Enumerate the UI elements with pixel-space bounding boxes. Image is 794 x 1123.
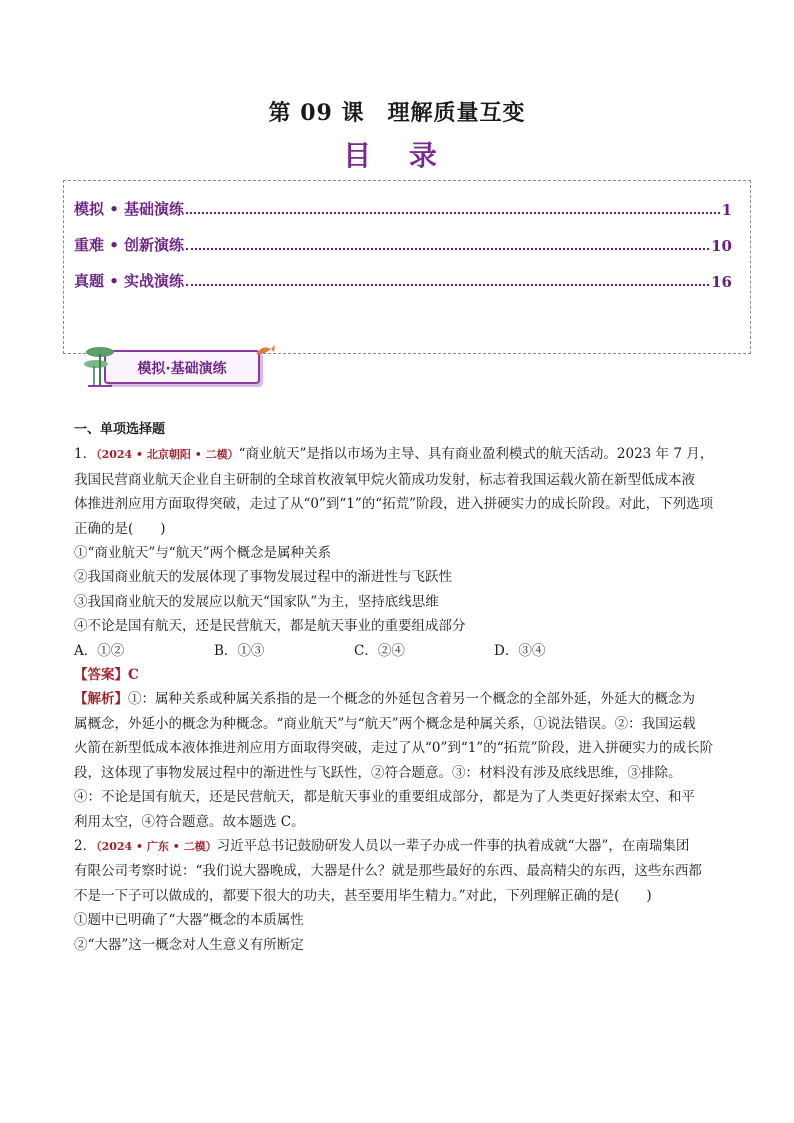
question-text: 有限公司考察时说：“我们说大器晚成，大器是什么？就是那些最好的东西、最高精尖的东西，这些东西都 [74, 863, 702, 880]
statement-item: ②我国商业航天的发展体现了事物发展过程中的渐进性与飞跃性 [74, 569, 452, 586]
answer-line [74, 663, 724, 687]
question-number: 2． [74, 837, 97, 854]
banner-plate [104, 350, 260, 384]
analysis-text: 火箭在新型低成本液体推进剂应用方面取得突破，走过了从“0”到“1”的“拓荒”阶段，进入拼硬实力的成长阶 [74, 740, 714, 757]
statement-item: ①题中已明确了“大器”概念的本质属性 [74, 912, 304, 929]
analysis-text: ①：属种关系或种属关系指的是一个概念的外延包含着另一个概念的全部外延，外延大的概念为 [128, 691, 695, 708]
toc-entry-basic[interactable] [74, 195, 732, 219]
question-text: 习近平总书记鼓励研发人员以一辈子办成一件事的执着成就“大器”，在南瑞集团 [216, 837, 690, 854]
toc-entry-label: 真题 • 实战演练 [74, 272, 185, 290]
analysis-text: ④：不论是国有航天，还是民营航天，都是航天事业的重要组成部分，都是为了人类更好探索太空、和平 [74, 789, 695, 806]
question-text: 正确的是( ) [74, 520, 166, 537]
option-c: C．②④ [354, 642, 405, 659]
toc-leader-dots [186, 284, 709, 286]
answer-tag: 【答案】 [74, 667, 128, 684]
question-number: 1． [74, 446, 97, 463]
option-a: A．①② [74, 642, 125, 659]
toc-entry-page: 10 [711, 237, 732, 255]
toc-entry-advanced[interactable] [74, 231, 732, 255]
question-text: 我国民营商业航天企业自主研制的全球首枚液氧甲烷火箭成功发射，标志着我国运载火箭在新型低成本液 [74, 471, 695, 488]
question-2-stem [74, 834, 724, 859]
analysis-tag: 【解析】 [74, 691, 128, 708]
statement-item: ③我国商业航天的发展应以航天“国家队”为主，坚持底线思维 [74, 593, 439, 610]
section-banner [82, 340, 272, 390]
analysis-line [74, 687, 724, 711]
toc-entry-page: 16 [711, 273, 732, 291]
fish-icon [254, 340, 276, 360]
answer-value: C [128, 667, 139, 684]
banner-label: 模拟·基础演练 [137, 361, 227, 377]
analysis-text: 段，这体现了事物发展过程中的渐进性与飞跃性，②符合题意。③：材料没有涉及底线思维，③排除。 [74, 764, 682, 781]
toc-heading: 目 录 [343, 139, 451, 172]
statement-item: ①“商业航天”与“航天”两个概念是属种关系 [74, 545, 332, 562]
section-heading: 一、单项选择题 [74, 422, 166, 437]
analysis-text: 属概念，外延小的概念为种概念。“商业航天”与“航天”两个概念是种属关系，①说法错误。②：我国运载 [74, 715, 696, 732]
toc-entry-real-exam[interactable] [74, 267, 732, 291]
answer-options [74, 639, 724, 663]
statement-item: ④不论是国有航天，还是民营航天，都是航天事业的重要组成部分 [74, 618, 466, 635]
question-text: “商业航天”是指以市场为主导、具有商业盈利模式的航天活动。2023 年 7 月， [238, 446, 714, 463]
analysis-text: 利用太空，④符合题意。故本题选 C。 [74, 813, 305, 830]
toc-entry-label: 重难 • 创新演练 [74, 236, 185, 254]
toc-entry-label: 模拟 • 基础演练 [74, 200, 185, 218]
option-d: D．③④ [494, 642, 546, 659]
toc-leader-dots [186, 248, 709, 250]
toc-entry-page: 1 [721, 201, 732, 219]
exercise-content [74, 418, 724, 957]
table-of-contents [63, 180, 751, 354]
question-text: 不是一下子可以做成的，都要下很大的功夫，甚至要用毕生精力。”对此，下列理解正确的是( ) [74, 887, 652, 904]
statement-item: ②“大器”这一概念对人生意义有所断定 [74, 936, 304, 953]
toc-leader-dots [186, 212, 720, 214]
question-source: （2024 • 广东 • 二模） [96, 839, 217, 853]
question-source: （2024 • 北京朝阳 • 二模） [96, 448, 239, 462]
question-1-stem [74, 442, 724, 467]
lotus-icon [82, 342, 118, 388]
option-b: B．①③ [214, 642, 265, 659]
question-text: 体推进剂应用方面取得突破，走过了从“0”到“1”的“拓荒”阶段，进入拼硬实力的成长阶段。对此，下列选项 [74, 496, 714, 513]
lesson-title: 第 09 课 理解质量互变 [268, 100, 526, 126]
